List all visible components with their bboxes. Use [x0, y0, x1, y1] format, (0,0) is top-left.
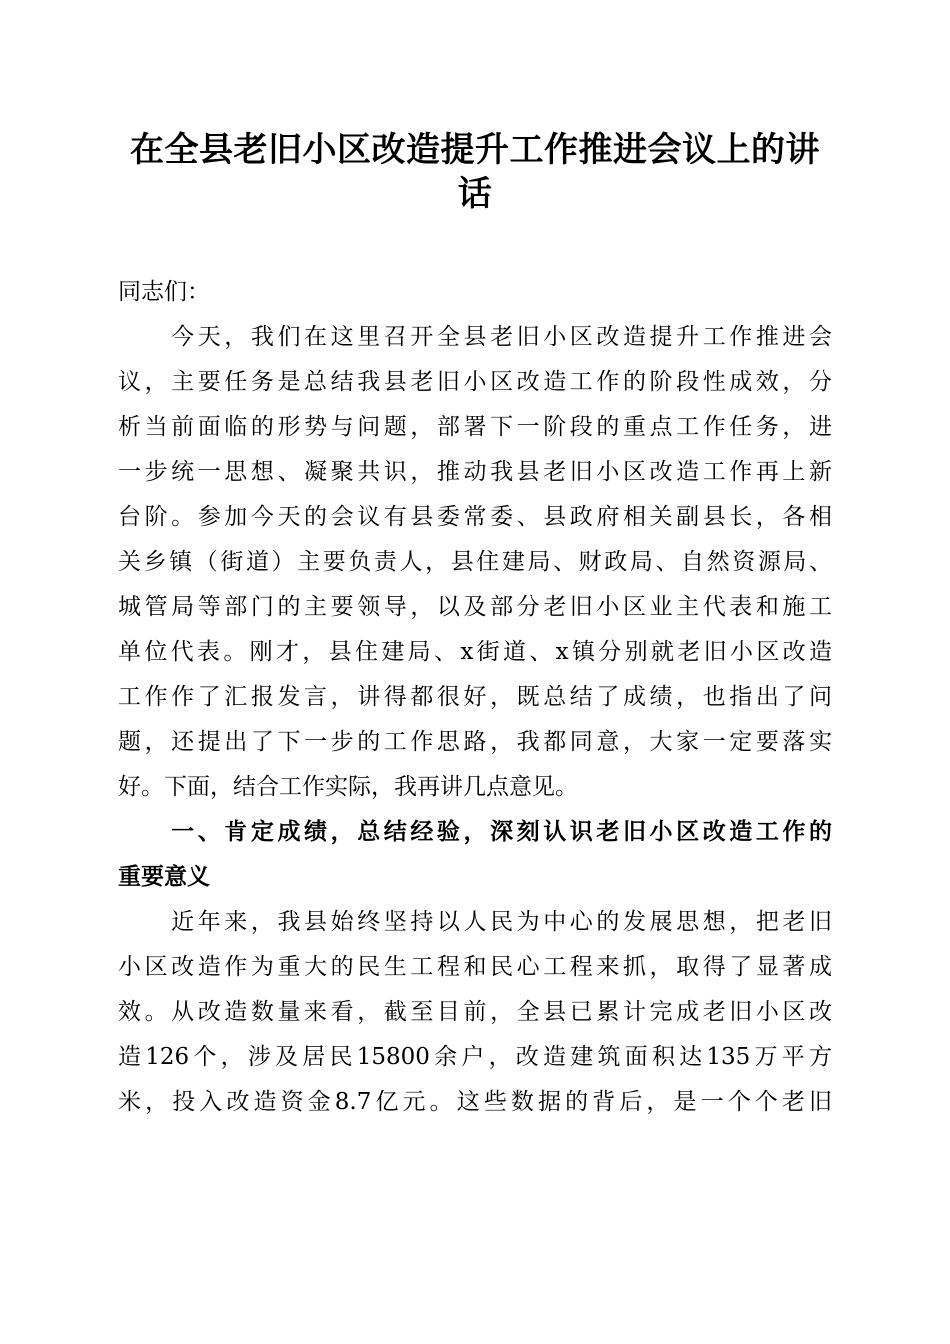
salutation: 同志们：	[118, 279, 210, 305]
paragraph-line: 造126个，涉及居民15800余户，改造建筑面积达135万平方	[118, 1044, 832, 1070]
paragraph-line: 效。从改造数量来看，截至目前，全县已累计完成老旧小区改	[118, 999, 832, 1025]
paragraph-line: 小区改造作为重大的民生工程和民心工程来抓，取得了显著成	[118, 954, 832, 980]
section-heading	[118, 810, 832, 900]
paragraph-line: 今天，我们在这里召开全县老旧小区改造提升工作推进会	[118, 324, 832, 350]
paragraph-line: 关乡镇（街道）主要负责人，县住建局、财政局、自然资源局、	[118, 549, 832, 575]
document-page	[118, 128, 832, 1125]
paragraph-line: 城管局等部门的主要领导，以及部分老旧小区业主代表和施工	[118, 594, 832, 620]
paragraph-line: 工作作了汇报发言，讲得都很好，既总结了成绩，也指出了问	[118, 684, 832, 710]
paragraph-line: 台阶。参加今天的会议有县委常委、县政府相关副县长，各相	[118, 504, 832, 530]
paragraph-line: 析当前面临的形势与问题，部署下一阶段的重点工作任务，进	[118, 414, 832, 440]
paragraph-line: 好。下面，结合工作实际，我再讲几点意见。	[118, 774, 578, 800]
intro-paragraph	[118, 315, 832, 810]
heading-line: 一、肯定成绩，总结经验，深刻认识老旧小区改造工作的	[118, 819, 832, 845]
paragraph-line: 米，投入改造资金8.7亿元。这些数据的背后，是一个个老旧	[118, 1089, 832, 1115]
paragraph-line: 一步统一思想、凝聚共识，推动我县老旧小区改造工作再上新	[118, 459, 832, 485]
paragraph-line: 近年来，我县始终坚持以人民为中心的发展思想，把老旧	[118, 909, 832, 935]
paragraph-line: 题，还提出了下一步的工作思路，我都同意，大家一定要落实	[118, 729, 832, 755]
paragraph-line: 议，主要任务是总结我县老旧小区改造工作的阶段性成效，分	[118, 369, 832, 395]
body-paragraph	[118, 900, 832, 1125]
heading-line: 重要意义	[118, 864, 210, 890]
paragraph-line: 单位代表。刚才，县住建局、x街道、x镇分别就老旧小区改造	[118, 639, 832, 665]
document-title: 在全县老旧小区改造提升工作推进会议上的讲话	[130, 130, 820, 214]
